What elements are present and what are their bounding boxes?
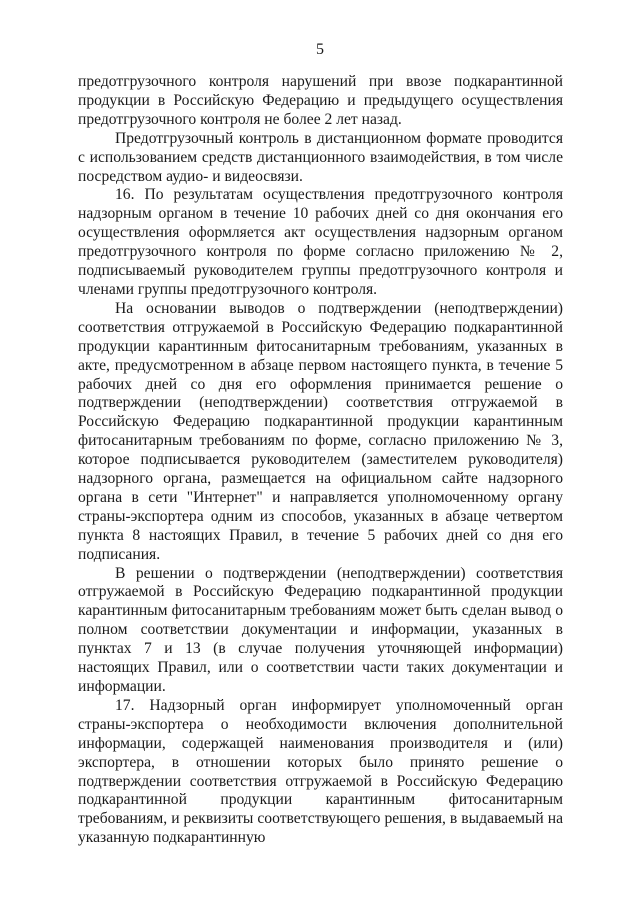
page-number: 5 (316, 41, 324, 58)
paragraph-continuation: предотгрузочного контроля нарушений при ввозе подкарантинной продукции в Российскую Федерацию и предыдущего осуществления предотгрузочного контроля не более 2 лет назад. (78, 73, 563, 128)
paragraph-item-17: 17. Надзорный орган информирует уполномоченный орган страны-экспортера о необходимости включения дополнительной информации, содержащей наименования производителя и (или) экспортера, в отношении которых было принято решение о подтверждении соответствия отгружаемой в Российскую Федерацию подкарантинной продукции карантинным фитосанитарным требованиям, и реквизиты соответствующего решения, в выдаваемый на указанную подкарантинную (78, 696, 563, 847)
paragraph-item-16: 16. По результатам осуществления предотгрузочного контроля надзорным органом в течение 10 рабочих дней со дня окончания его осуществления оформляется акт осуществления надзорным органом предотгрузочного контроля по форме согласно приложению № 2, подписываемый руководителем группы предотгрузочного контроля и членами группы предотгрузочного контроля. (78, 186, 563, 298)
paragraph-remote-control: Предотгрузочный контроль в дистанционном формате проводится с использованием средств дистанционного взаимодействия, в том числе посредством аудио- и видеосвязи. (78, 129, 563, 185)
paragraph-decision-conclusion: В решении о подтверждении (неподтверждении) соответствия отгружаемой в Российскую Федерацию подкарантинной продукции карантинным фитосанитарным требованиям может быть сделан вывод о полном соответствии документации и информации, указанных в пунктах 7 и 13 (в случае получения уточняющей информации) настоящих Правил, или о соответствии части таких документации и информации. (78, 564, 563, 695)
paragraph-decision: На основании выводов о подтверждении (неподтверждении) соответствия отгружаемой в Российскую Федерацию подкарантинной продукции карантинным фитосанитарным требованиям, указанных в акте, предусмотренном в абзаце первом настоящего пункта, в течение 5 рабочих дней со дня его оформления принимается решение о подтверждении (неподтверждении) соответствия отгружаемой в Российскую Федерацию подкарантинной продукции карантинным фитосанитарным требованиям по форме, согласно приложению № 3, которое подписывается руководителем (заместителем руководителя) надзорного органа, размещается на официальном сайте надзорного органа в сети "Интернет" и направляется уполномоченному органу страны-экспортера одним из способов, указанных в абзаце четвертом пункта 8 настоящих Правил, в течение 5 рабочих дней со дня его подписания. (78, 299, 563, 563)
document-body (78, 73, 563, 848)
